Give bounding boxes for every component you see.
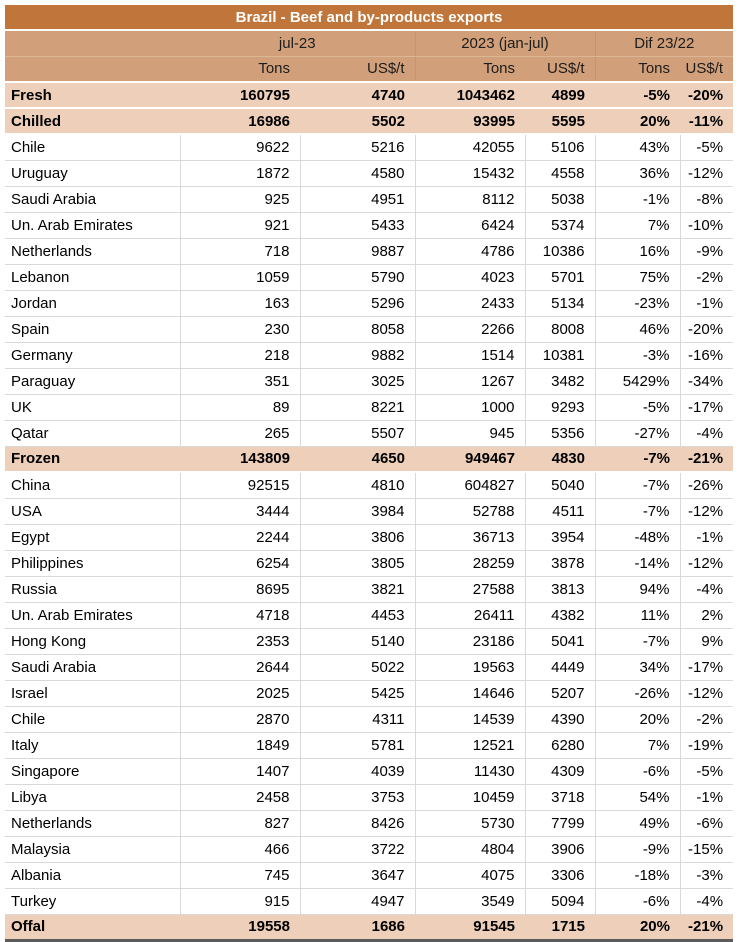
cell-value: 42055 xyxy=(415,134,525,160)
cell-value: 218 xyxy=(180,342,300,368)
cell-value: 7799 xyxy=(525,810,595,836)
cell-value: 9887 xyxy=(300,238,415,264)
cell-value: -48% xyxy=(595,524,680,550)
cell-value: 4947 xyxy=(300,888,415,914)
cell-value: 10459 xyxy=(415,784,525,810)
table-row xyxy=(5,498,733,524)
export-report xyxy=(5,5,733,942)
cell-value: 8112 xyxy=(415,186,525,212)
cell-value: 3306 xyxy=(525,862,595,888)
cell-value: 36% xyxy=(595,160,680,186)
cell-value: 4830 xyxy=(525,446,595,472)
cell-value: -12% xyxy=(680,160,733,186)
cell-value: -14% xyxy=(595,550,680,576)
cell-value: 466 xyxy=(180,836,300,862)
country-label: Libya xyxy=(5,784,180,810)
group-label: Frozen xyxy=(5,446,180,472)
group-label: Fresh xyxy=(5,82,180,108)
cell-value: 75% xyxy=(595,264,680,290)
cell-value: 16986 xyxy=(180,108,300,134)
country-label: Russia xyxy=(5,576,180,602)
cell-value: 2870 xyxy=(180,706,300,732)
cell-value: 14646 xyxy=(415,680,525,706)
col-header-usdt-dif: US$/t xyxy=(680,56,733,82)
table-row xyxy=(5,550,733,576)
cell-value: -12% xyxy=(680,498,733,524)
cell-value: -7% xyxy=(595,472,680,498)
cell-value: -11% xyxy=(680,108,733,134)
cell-value: 3906 xyxy=(525,836,595,862)
cell-value: -4% xyxy=(680,888,733,914)
country-label: Malaysia xyxy=(5,836,180,862)
cell-value: 925 xyxy=(180,186,300,212)
cell-value: 5040 xyxy=(525,472,595,498)
cell-value: 8221 xyxy=(300,394,415,420)
cell-value: 91545 xyxy=(415,914,525,940)
cell-value: 8008 xyxy=(525,316,595,342)
cell-value: 4899 xyxy=(525,82,595,108)
country-label: USA xyxy=(5,498,180,524)
corner-cell xyxy=(5,56,180,82)
table-row xyxy=(5,342,733,368)
cell-value: -15% xyxy=(680,836,733,862)
cell-value: -2% xyxy=(680,264,733,290)
cell-value: -20% xyxy=(680,82,733,108)
cell-value: 1872 xyxy=(180,160,300,186)
cell-value: 4309 xyxy=(525,758,595,784)
cell-value: 745 xyxy=(180,862,300,888)
cell-value: -10% xyxy=(680,212,733,238)
cell-value: 718 xyxy=(180,238,300,264)
cell-value: 5094 xyxy=(525,888,595,914)
cell-value: 4951 xyxy=(300,186,415,212)
cell-value: 5701 xyxy=(525,264,595,290)
cell-value: 8058 xyxy=(300,316,415,342)
table-row xyxy=(5,810,733,836)
cell-value: 11% xyxy=(595,602,680,628)
cell-value: 4511 xyxy=(525,498,595,524)
cell-value: 93995 xyxy=(415,108,525,134)
cell-value: 1059 xyxy=(180,264,300,290)
cell-value: -9% xyxy=(595,836,680,862)
cell-value: 2353 xyxy=(180,628,300,654)
cell-value: 4558 xyxy=(525,160,595,186)
cell-value: -17% xyxy=(680,394,733,420)
cell-value: 2458 xyxy=(180,784,300,810)
table-title-row xyxy=(5,5,733,30)
cell-value: 5038 xyxy=(525,186,595,212)
cell-value: -17% xyxy=(680,654,733,680)
col-group-dif-23-22: Dif 23/22 xyxy=(595,30,733,56)
table-row xyxy=(5,836,733,862)
cell-value: 26411 xyxy=(415,602,525,628)
cell-value: 5041 xyxy=(525,628,595,654)
cell-value: 915 xyxy=(180,888,300,914)
cell-value: 351 xyxy=(180,368,300,394)
cell-value: 34% xyxy=(595,654,680,680)
group-row-frozen xyxy=(5,446,733,472)
cell-value: -12% xyxy=(680,680,733,706)
col-header-tons-2023: Tons xyxy=(415,56,525,82)
cell-value: 265 xyxy=(180,420,300,446)
corner-cell xyxy=(5,30,180,56)
cell-value: -26% xyxy=(680,472,733,498)
cell-value: -26% xyxy=(595,680,680,706)
cell-value: 3482 xyxy=(525,368,595,394)
country-label: Singapore xyxy=(5,758,180,784)
cell-value: 5216 xyxy=(300,134,415,160)
cell-value: 4804 xyxy=(415,836,525,862)
cell-value: 19558 xyxy=(180,914,300,940)
table-row xyxy=(5,212,733,238)
cell-value: 163 xyxy=(180,290,300,316)
cell-value: -5% xyxy=(680,758,733,784)
cell-value: 7% xyxy=(595,732,680,758)
cell-value: 6254 xyxy=(180,550,300,576)
cell-value: 604827 xyxy=(415,472,525,498)
cell-value: 3806 xyxy=(300,524,415,550)
table-body xyxy=(5,82,733,940)
cell-value: -9% xyxy=(680,238,733,264)
col-header-usdt-jul23: US$/t xyxy=(300,56,415,82)
cell-value: 15432 xyxy=(415,160,525,186)
cell-value: 3718 xyxy=(525,784,595,810)
cell-value: 3954 xyxy=(525,524,595,550)
cell-value: -27% xyxy=(595,420,680,446)
cell-value: 9293 xyxy=(525,394,595,420)
sub-column-header-row xyxy=(5,56,733,82)
report-table xyxy=(5,5,733,942)
cell-value: 4453 xyxy=(300,602,415,628)
country-label: Netherlands xyxy=(5,810,180,836)
country-label: Jordan xyxy=(5,290,180,316)
cell-value: 1849 xyxy=(180,732,300,758)
cell-value: 1715 xyxy=(525,914,595,940)
col-header-usdt-2023: US$/t xyxy=(525,56,595,82)
table-title: Brazil - Beef and by-products exports xyxy=(5,5,733,30)
cell-value: 4023 xyxy=(415,264,525,290)
table-row xyxy=(5,706,733,732)
cell-value: 3647 xyxy=(300,862,415,888)
cell-value: -2% xyxy=(680,706,733,732)
cell-value: 5595 xyxy=(525,108,595,134)
cell-value: 827 xyxy=(180,810,300,836)
cell-value: 2% xyxy=(680,602,733,628)
cell-value: 5207 xyxy=(525,680,595,706)
cell-value: 4810 xyxy=(300,472,415,498)
cell-value: 5140 xyxy=(300,628,415,654)
table-row xyxy=(5,316,733,342)
cell-value: 3984 xyxy=(300,498,415,524)
col-header-tons-dif: Tons xyxy=(595,56,680,82)
col-group-2023-jan-jul: 2023 (jan-jul) xyxy=(415,30,595,56)
cell-value: -5% xyxy=(680,134,733,160)
cell-value: -20% xyxy=(680,316,733,342)
cell-value: -23% xyxy=(595,290,680,316)
cell-value: 230 xyxy=(180,316,300,342)
cell-value: 10386 xyxy=(525,238,595,264)
cell-value: 46% xyxy=(595,316,680,342)
cell-value: 4449 xyxy=(525,654,595,680)
cell-value: 6280 xyxy=(525,732,595,758)
cell-value: -34% xyxy=(680,368,733,394)
cell-value: 5790 xyxy=(300,264,415,290)
col-header-tons-jul23: Tons xyxy=(180,56,300,82)
cell-value: 3878 xyxy=(525,550,595,576)
cell-value: 5433 xyxy=(300,212,415,238)
cell-value: 921 xyxy=(180,212,300,238)
cell-value: 1686 xyxy=(300,914,415,940)
cell-value: 4390 xyxy=(525,706,595,732)
cell-value: 4650 xyxy=(300,446,415,472)
cell-value: 2025 xyxy=(180,680,300,706)
table-row xyxy=(5,394,733,420)
cell-value: 8695 xyxy=(180,576,300,602)
cell-value: -1% xyxy=(680,524,733,550)
cell-value: 2433 xyxy=(415,290,525,316)
cell-value: -12% xyxy=(680,550,733,576)
cell-value: 1000 xyxy=(415,394,525,420)
cell-value: 4382 xyxy=(525,602,595,628)
cell-value: 3813 xyxy=(525,576,595,602)
cell-value: 5502 xyxy=(300,108,415,134)
col-group-jul23: jul-23 xyxy=(180,30,415,56)
cell-value: -7% xyxy=(595,628,680,654)
cell-value: 36713 xyxy=(415,524,525,550)
cell-value: -5% xyxy=(595,82,680,108)
cell-value: -4% xyxy=(680,420,733,446)
table-row xyxy=(5,732,733,758)
group-label: Offal xyxy=(5,914,180,940)
cell-value: 1267 xyxy=(415,368,525,394)
cell-value: 94% xyxy=(595,576,680,602)
country-label: UK xyxy=(5,394,180,420)
cell-value: -8% xyxy=(680,186,733,212)
cell-value: 3549 xyxy=(415,888,525,914)
cell-value: 3805 xyxy=(300,550,415,576)
cell-value: 5781 xyxy=(300,732,415,758)
cell-value: 4039 xyxy=(300,758,415,784)
cell-value: -7% xyxy=(595,446,680,472)
table-row xyxy=(5,186,733,212)
country-label: Turkey xyxy=(5,888,180,914)
cell-value: 3722 xyxy=(300,836,415,862)
cell-value: 5429% xyxy=(595,368,680,394)
country-label: Saudi Arabia xyxy=(5,186,180,212)
cell-value: 16% xyxy=(595,238,680,264)
table-row xyxy=(5,602,733,628)
cell-value: 8426 xyxy=(300,810,415,836)
cell-value: 5730 xyxy=(415,810,525,836)
group-row-chilled xyxy=(5,108,733,134)
table-row xyxy=(5,654,733,680)
country-label: Paraguay xyxy=(5,368,180,394)
cell-value: 5425 xyxy=(300,680,415,706)
cell-value: 7% xyxy=(595,212,680,238)
table-row xyxy=(5,264,733,290)
cell-value: 20% xyxy=(595,108,680,134)
cell-value: 5507 xyxy=(300,420,415,446)
country-label: Hong Kong xyxy=(5,628,180,654)
cell-value: 5374 xyxy=(525,212,595,238)
country-label: Philippines xyxy=(5,550,180,576)
cell-value: 49% xyxy=(595,810,680,836)
cell-value: 2244 xyxy=(180,524,300,550)
cell-value: 89 xyxy=(180,394,300,420)
group-label: Chilled xyxy=(5,108,180,134)
group-row-fresh xyxy=(5,82,733,108)
cell-value: 5022 xyxy=(300,654,415,680)
table-row xyxy=(5,160,733,186)
cell-value: 4740 xyxy=(300,82,415,108)
cell-value: 4718 xyxy=(180,602,300,628)
country-label: China xyxy=(5,472,180,498)
cell-value: 28259 xyxy=(415,550,525,576)
country-label: Germany xyxy=(5,342,180,368)
cell-value: 945 xyxy=(415,420,525,446)
table-row xyxy=(5,888,733,914)
country-label: Italy xyxy=(5,732,180,758)
cell-value: 4580 xyxy=(300,160,415,186)
cell-value: 949467 xyxy=(415,446,525,472)
cell-value: -1% xyxy=(595,186,680,212)
cell-value: -1% xyxy=(680,290,733,316)
cell-value: -5% xyxy=(595,394,680,420)
country-label: Lebanon xyxy=(5,264,180,290)
table-row xyxy=(5,472,733,498)
cell-value: 3444 xyxy=(180,498,300,524)
table-row xyxy=(5,784,733,810)
cell-value: -3% xyxy=(595,342,680,368)
group-row-offal xyxy=(5,914,733,940)
cell-value: 1514 xyxy=(415,342,525,368)
cell-value: 9% xyxy=(680,628,733,654)
cell-value: 3821 xyxy=(300,576,415,602)
cell-value: 27588 xyxy=(415,576,525,602)
country-label: Spain xyxy=(5,316,180,342)
country-label: Un. Arab Emirates xyxy=(5,212,180,238)
cell-value: 9882 xyxy=(300,342,415,368)
cell-value: 54% xyxy=(595,784,680,810)
table-row xyxy=(5,368,733,394)
cell-value: -19% xyxy=(680,732,733,758)
cell-value: 23186 xyxy=(415,628,525,654)
table-row xyxy=(5,576,733,602)
cell-value: -16% xyxy=(680,342,733,368)
cell-value: -7% xyxy=(595,498,680,524)
cell-value: -6% xyxy=(595,888,680,914)
cell-value: 6424 xyxy=(415,212,525,238)
cell-value: 2266 xyxy=(415,316,525,342)
cell-value: 4075 xyxy=(415,862,525,888)
cell-value: 5134 xyxy=(525,290,595,316)
country-label: Chile xyxy=(5,134,180,160)
table-row xyxy=(5,238,733,264)
country-label: Saudi Arabia xyxy=(5,654,180,680)
cell-value: 2644 xyxy=(180,654,300,680)
cell-value: 143809 xyxy=(180,446,300,472)
country-label: Uruguay xyxy=(5,160,180,186)
cell-value: -18% xyxy=(595,862,680,888)
table-row xyxy=(5,134,733,160)
cell-value: 20% xyxy=(595,706,680,732)
cell-value: -21% xyxy=(680,446,733,472)
cell-value: 14539 xyxy=(415,706,525,732)
cell-value: 11430 xyxy=(415,758,525,784)
cell-value: 5356 xyxy=(525,420,595,446)
country-label: Qatar xyxy=(5,420,180,446)
cell-value: 5296 xyxy=(300,290,415,316)
column-group-header-row xyxy=(5,30,733,56)
country-label: Albania xyxy=(5,862,180,888)
country-label: Israel xyxy=(5,680,180,706)
cell-value: 12521 xyxy=(415,732,525,758)
cell-value: 4786 xyxy=(415,238,525,264)
cell-value: 20% xyxy=(595,914,680,940)
cell-value: 43% xyxy=(595,134,680,160)
cell-value: 19563 xyxy=(415,654,525,680)
cell-value: 1043462 xyxy=(415,82,525,108)
country-label: Egypt xyxy=(5,524,180,550)
cell-value: 92515 xyxy=(180,472,300,498)
country-label: Un. Arab Emirates xyxy=(5,602,180,628)
table-row xyxy=(5,680,733,706)
cell-value: 1407 xyxy=(180,758,300,784)
country-label: Chile xyxy=(5,706,180,732)
table-row xyxy=(5,862,733,888)
cell-value: 10381 xyxy=(525,342,595,368)
table-row xyxy=(5,524,733,550)
cell-value: -21% xyxy=(680,914,733,940)
table-row xyxy=(5,758,733,784)
cell-value: 5106 xyxy=(525,134,595,160)
cell-value: 4311 xyxy=(300,706,415,732)
cell-value: -4% xyxy=(680,576,733,602)
country-label: Netherlands xyxy=(5,238,180,264)
cell-value: -6% xyxy=(680,810,733,836)
table-row xyxy=(5,628,733,654)
cell-value: 9622 xyxy=(180,134,300,160)
cell-value: 52788 xyxy=(415,498,525,524)
cell-value: -3% xyxy=(680,862,733,888)
cell-value: 3753 xyxy=(300,784,415,810)
cell-value: 3025 xyxy=(300,368,415,394)
cell-value: 160795 xyxy=(180,82,300,108)
table-row xyxy=(5,420,733,446)
table-row xyxy=(5,290,733,316)
cell-value: -6% xyxy=(595,758,680,784)
cell-value: -1% xyxy=(680,784,733,810)
